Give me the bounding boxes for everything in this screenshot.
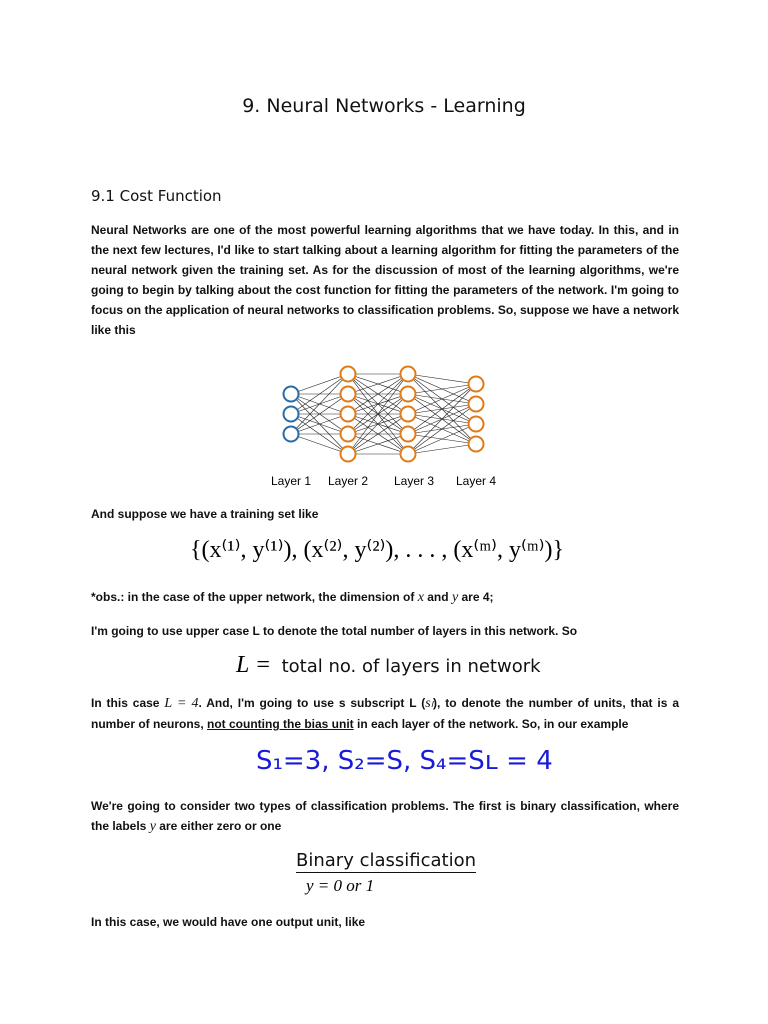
bias-unit-underlined: not counting the bias unit <box>207 717 354 731</box>
section-number: 9.1 <box>91 187 115 205</box>
network-edge <box>408 384 476 414</box>
section-heading <box>91 187 222 205</box>
units-text-c: ), to denote the number of units, that is a number of neurons, <box>91 696 679 731</box>
handwritten-units: S₁=3, S₂=S, S₄=Sʟ = 4 <box>256 746 553 776</box>
L-description: total no. of layers in network <box>281 656 541 677</box>
classification-paragraph <box>91 796 679 837</box>
hidden-output-node <box>341 387 356 402</box>
network-edge <box>291 374 348 394</box>
layer-1-label: Layer 1 <box>270 474 312 488</box>
network-edge <box>408 404 476 454</box>
input-node <box>284 407 299 422</box>
binary-heading: Binary classification <box>296 850 476 871</box>
layer-3-label: Layer 3 <box>393 474 435 488</box>
hidden-output-node <box>469 397 484 412</box>
network-edge <box>408 384 476 454</box>
obs-x: x <box>417 590 424 605</box>
obs-end: are 4; <box>458 590 494 604</box>
classification-text-b: are either zero or one <box>155 819 282 833</box>
hidden-output-node <box>341 427 356 442</box>
hidden-output-node <box>341 407 356 422</box>
hidden-output-node <box>341 447 356 462</box>
layers-paragraph: I'm going to use upper case L to denote the total number of layers in this network. So <box>91 624 578 638</box>
intro-paragraph: Neural Networks are one of the most powerful learning algorithms that we have today. In this, and in the next few lectures, I'd like to start talking about a learning algorithm for fitting the parameters of the neural network given the training set. As for the discussion of most of the learning algorithms, we're going to begin by talking about the cost function for fitting the parameters of the network. I'm going to focus on the application of neural networks to classification problems. So, suppose we have a network like this <box>91 223 679 337</box>
network-edge <box>408 374 476 384</box>
obs-y: y <box>451 590 459 605</box>
hidden-output-node <box>401 387 416 402</box>
hidden-output-node <box>401 407 416 422</box>
units-text-a: In this case <box>91 696 165 710</box>
network-edge <box>408 384 476 394</box>
network-edges <box>291 374 476 454</box>
hidden-output-node <box>401 427 416 442</box>
network-edge <box>408 384 476 434</box>
input-node <box>284 387 299 402</box>
page-title: 9. Neural Networks - Learning <box>242 95 526 117</box>
hidden-output-node <box>469 417 484 432</box>
section-label: Cost Function <box>119 187 222 205</box>
layer-4-label: Layer 4 <box>455 474 497 488</box>
training-set-formula: {(x⁽¹⁾, y⁽¹⁾), (x⁽²⁾, y⁽²⁾), . . . , (x⁽ᵐ⁾, y⁽ᵐ⁾)} <box>190 537 564 563</box>
training-set-intro: And suppose we have a training set like <box>91 507 319 521</box>
network-edge <box>291 374 348 434</box>
units-text-d: in each layer of the network. So, in our example <box>353 717 629 731</box>
network-edge <box>291 434 348 454</box>
hidden-output-node <box>401 447 416 462</box>
L-definition <box>236 652 541 679</box>
input-node <box>284 427 299 442</box>
units-paragraph <box>91 693 679 734</box>
hidden-output-node <box>469 437 484 452</box>
obs-note <box>91 587 679 608</box>
network-edge <box>408 444 476 454</box>
hidden-output-node <box>341 367 356 382</box>
network-edge <box>408 424 476 454</box>
binary-formula: y = 0 or 1 <box>306 876 375 895</box>
L-variable: L = <box>236 652 272 678</box>
obs-and: and <box>423 590 452 604</box>
output-unit-paragraph: In this case, we would have one output unit, like <box>91 915 366 929</box>
units-text-b: . And, I'm going to use s subscript L ( <box>198 696 426 710</box>
obs-text: *obs.: in the case of the upper network, the dimension of <box>91 590 418 604</box>
s-l-symbol: sₗ <box>425 696 434 711</box>
classification-text-a: We're going to consider two types of classification problems. The first is binary classification, where the labels <box>91 799 679 833</box>
labels-y: y <box>149 819 156 834</box>
hidden-output-node <box>469 377 484 392</box>
layer-2-label: Layer 2 <box>327 474 369 488</box>
L-equals-4: L = 4 <box>164 696 199 711</box>
hidden-output-node <box>401 367 416 382</box>
neural-network-figure <box>266 360 502 492</box>
